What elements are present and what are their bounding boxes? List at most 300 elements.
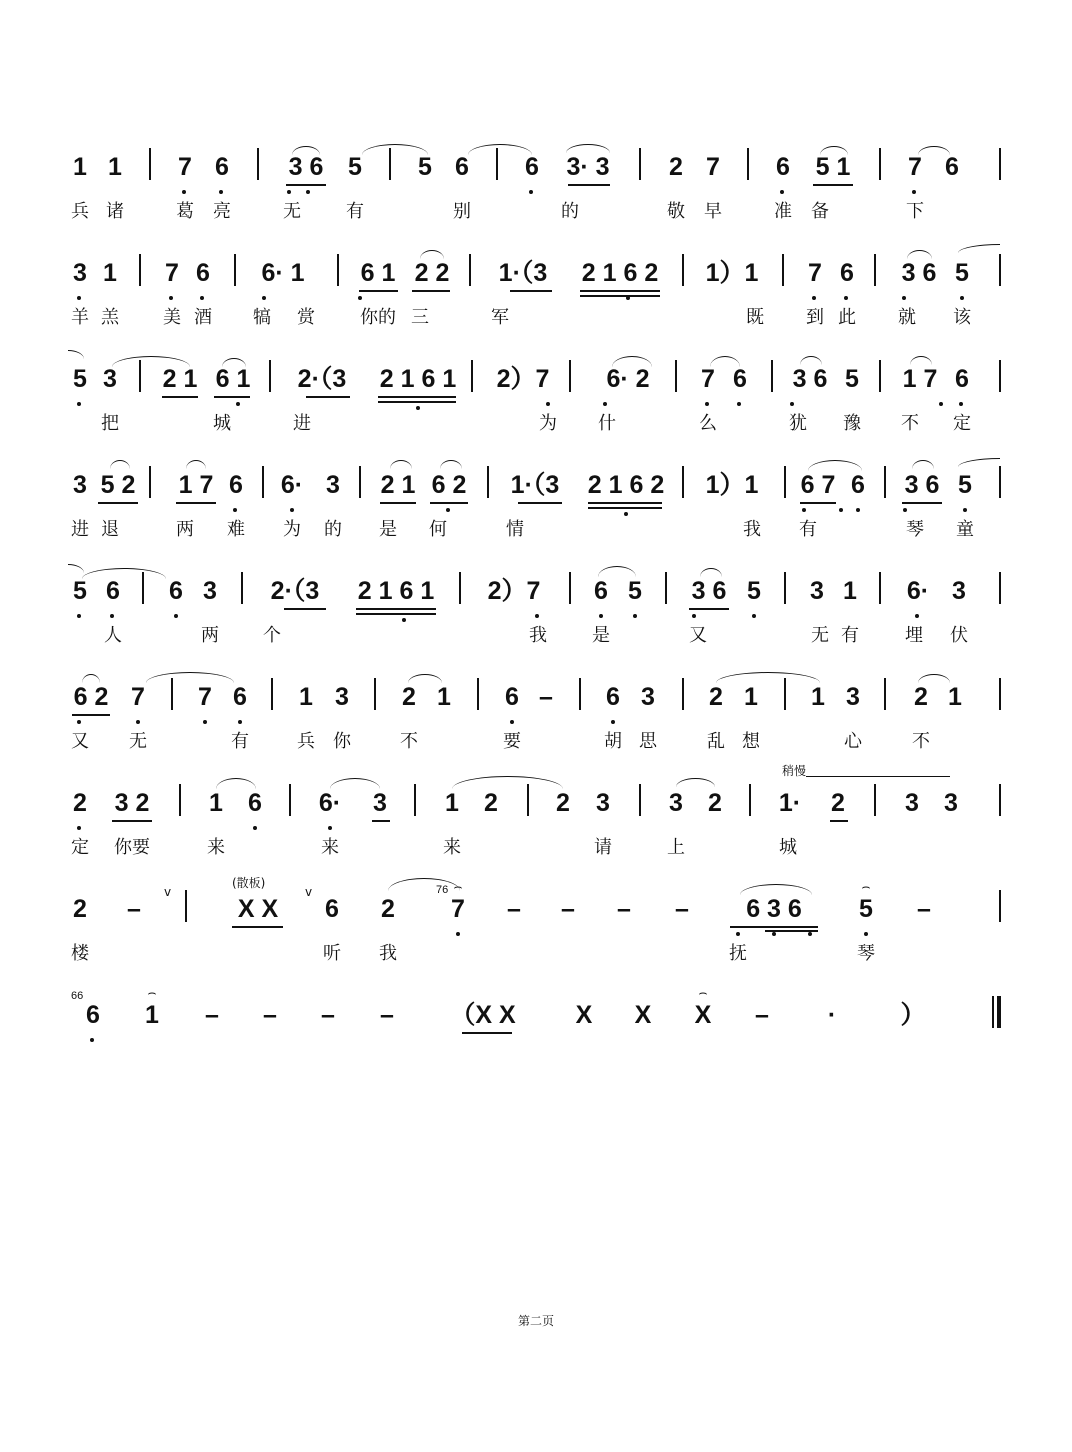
jianpu-note: 6	[455, 153, 469, 181]
jianpu-note: 1 7	[902, 365, 938, 393]
beam-underline	[518, 502, 562, 504]
octave-dot	[839, 508, 843, 512]
octave-dot	[287, 190, 291, 194]
lyric-syllable: 不	[912, 731, 930, 752]
octave-dot	[203, 720, 207, 724]
barline	[749, 784, 751, 816]
lyric-syllable: 赏	[297, 307, 315, 328]
score-system-2	[0, 258, 1072, 358]
jianpu-note: 2	[914, 683, 928, 711]
jianpu-note: 2	[484, 789, 498, 817]
jianpu-note: 3 6	[288, 153, 324, 181]
jianpu-note: 2	[73, 789, 87, 817]
lyric-syllable: 听	[323, 943, 341, 964]
beam-underline	[214, 396, 250, 398]
ritardando-line	[806, 776, 950, 777]
octave-dot	[960, 296, 964, 300]
octave-dot	[510, 720, 514, 724]
jianpu-note: 6	[215, 153, 229, 181]
jianpu-note: 3· 3	[566, 153, 610, 181]
jianpu-note: 2·（3	[270, 577, 320, 605]
beam-underline	[284, 608, 326, 610]
lyric-syllable: 有	[231, 731, 249, 752]
jianpu-note: 3 2	[114, 789, 150, 817]
barline	[579, 678, 581, 710]
lyric-syllable: 抚	[729, 943, 747, 964]
jianpu-note: 1	[744, 683, 758, 711]
barline	[639, 148, 641, 180]
lyric-syllable: 不	[400, 731, 418, 752]
lyric-syllable: 军	[491, 307, 509, 328]
jianpu-note: 3	[952, 577, 966, 605]
beam-underline	[356, 613, 436, 615]
octave-dot	[752, 614, 756, 618]
octave-dot	[77, 826, 81, 830]
jianpu-note: 5	[73, 365, 87, 393]
jianpu-note: 1·（3	[498, 259, 548, 287]
octave-dot	[902, 296, 906, 300]
jianpu-note: 2	[709, 683, 723, 711]
lyric-syllable: 想	[742, 731, 760, 752]
jianpu-note: –	[755, 1001, 769, 1029]
jianpu-note: 6 3 6	[746, 895, 802, 923]
lyric-syllable: 乱	[707, 731, 725, 752]
lyric-syllable: 进	[71, 519, 89, 540]
jianpu-note: –	[539, 683, 553, 711]
beam-underline	[286, 184, 326, 186]
jianpu-note: 2	[556, 789, 570, 817]
beam-underline	[730, 926, 818, 928]
jianpu-note: 6	[505, 683, 519, 711]
lyric-syllable: 来	[443, 837, 461, 858]
octave-dot	[535, 614, 539, 618]
octave-dot	[529, 190, 533, 194]
beam-underline	[800, 502, 836, 504]
lyric-syllable: 定	[953, 413, 971, 434]
beam-underline	[112, 820, 152, 822]
octave-dot	[633, 614, 637, 618]
jianpu-note: 2 1	[162, 365, 198, 393]
barline	[271, 678, 273, 710]
grace-notes-76: 76	[436, 884, 449, 896]
jianpu-note: 1	[437, 683, 451, 711]
jianpu-note: 6	[86, 1001, 100, 1029]
octave-dot	[169, 296, 173, 300]
barline	[337, 254, 339, 286]
lyric-syllable: 又	[689, 625, 707, 646]
barline	[477, 678, 479, 710]
jianpu-note: 7	[706, 153, 720, 181]
barline	[241, 572, 243, 604]
barline	[139, 254, 141, 286]
jianpu-note: 2	[831, 789, 845, 817]
lyric-syllable: 有	[346, 201, 364, 222]
score-system-9	[0, 1000, 1072, 1100]
lyric-syllable: 情	[506, 519, 524, 540]
jianpu-note: 3	[641, 683, 655, 711]
lyric-syllable: 思	[639, 731, 657, 752]
octave-dot	[912, 190, 916, 194]
jianpu-note: 5 1	[815, 153, 851, 181]
grace-notes-66: 66	[71, 990, 84, 1002]
jianpu-note: 3	[203, 577, 217, 605]
jianpu-note: 6	[840, 259, 854, 287]
lyric-syllable: 上	[667, 837, 685, 858]
jianpu-note: –	[263, 1001, 277, 1029]
lyric-syllable: 有	[841, 625, 859, 646]
jianpu-note: 7	[908, 153, 922, 181]
octave-dot	[939, 402, 943, 406]
barline	[999, 678, 1001, 710]
octave-dot	[603, 402, 607, 406]
jianpu-note: 6	[233, 683, 247, 711]
jianpu-note: 1	[108, 153, 122, 181]
octave-dot	[77, 402, 81, 406]
slur-arc	[918, 146, 950, 155]
jianpu-note: –	[507, 895, 521, 923]
lyric-syllable: 有	[799, 519, 817, 540]
score-system-3	[0, 364, 1072, 464]
barline	[569, 360, 571, 392]
jianpu-note: 6 2	[73, 683, 109, 711]
jianpu-note: 1	[145, 1001, 159, 1029]
jianpu-note: X	[694, 1001, 712, 1029]
jianpu-note: 3 6	[792, 365, 828, 393]
jianpu-note: 7	[178, 153, 192, 181]
lyric-syllable: 城	[213, 413, 231, 434]
jianpu-note: 3	[103, 365, 117, 393]
jianpu-note: 3	[73, 471, 87, 499]
barline	[782, 254, 784, 286]
lyric-syllable: 你的	[360, 307, 396, 328]
jianpu-note: 7	[451, 895, 465, 923]
jianpu-note: 2）7	[487, 577, 541, 605]
octave-dot	[77, 296, 81, 300]
barline	[879, 148, 881, 180]
octave-dot	[780, 190, 784, 194]
jianpu-note: 6	[325, 895, 339, 923]
final-barline-thick	[997, 996, 1001, 1028]
jianpu-note: –	[321, 1001, 335, 1029]
barline	[999, 148, 1001, 180]
lyric-syllable: 的	[561, 201, 579, 222]
beam-underline	[689, 608, 729, 610]
octave-dot	[446, 508, 450, 512]
barline	[149, 466, 151, 498]
octave-dot	[963, 508, 967, 512]
tempo-sanban: (散板)	[232, 876, 266, 890]
beam-underline	[412, 290, 450, 292]
beam-underline	[378, 401, 456, 403]
jianpu-note: 5	[955, 259, 969, 287]
barline	[784, 572, 786, 604]
lyric-syllable: 美	[163, 307, 181, 328]
barline	[471, 360, 473, 392]
jianpu-note: X	[634, 1001, 652, 1029]
lyric-syllable: 下	[906, 201, 924, 222]
barline	[682, 254, 684, 286]
barline	[414, 784, 416, 816]
jianpu-note: 6	[606, 683, 620, 711]
beam-underline	[813, 184, 853, 186]
beam-underline	[580, 290, 660, 292]
barline	[874, 784, 876, 816]
octave-dot	[253, 826, 257, 830]
jianpu-note: 5	[859, 895, 873, 923]
octave-dot	[290, 508, 294, 512]
lyric-syllable: 两	[201, 625, 219, 646]
jianpu-note: –	[127, 895, 141, 923]
barline	[459, 572, 461, 604]
jianpu-note: 1 7	[178, 471, 214, 499]
jianpu-note: 2 1 6 1	[379, 365, 457, 393]
jianpu-note: 2 2	[414, 259, 450, 287]
jianpu-note: 1	[811, 683, 825, 711]
octave-dot	[306, 190, 310, 194]
lyric-syllable: 琴	[857, 943, 875, 964]
beam-underline	[232, 926, 283, 928]
jianpu-note: 1	[209, 789, 223, 817]
jianpu-note: –	[205, 1001, 219, 1029]
jianpu-note: 5	[348, 153, 362, 181]
barline	[999, 360, 1001, 392]
lyric-syllable: 亮	[213, 201, 231, 222]
barline	[179, 784, 181, 816]
jianpu-note: 1	[73, 153, 87, 181]
slur-arc	[566, 144, 610, 153]
fermata-icon: ⌢	[698, 985, 708, 1001]
lyric-syllable: 兵	[297, 731, 315, 752]
octave-dot	[456, 932, 460, 936]
octave-dot	[110, 614, 114, 618]
octave-dot	[736, 932, 740, 936]
lyric-syllable: 退	[101, 519, 119, 540]
jianpu-note: 5 2	[100, 471, 136, 499]
octave-dot	[219, 190, 223, 194]
jianpu-note: 6	[733, 365, 747, 393]
jianpu-note: –	[380, 1001, 394, 1029]
octave-dot	[812, 296, 816, 300]
jianpu-note: 1）1	[705, 471, 759, 499]
lyric-syllable: 埋	[905, 625, 923, 646]
jianpu-note: 2	[73, 895, 87, 923]
jianpu-note: 7	[701, 365, 715, 393]
jianpu-note: 2 1	[380, 471, 416, 499]
slur-arc	[222, 358, 246, 367]
barline	[999, 572, 1001, 604]
jianpu-note: 3	[905, 789, 919, 817]
lyric-syllable: 既	[746, 307, 764, 328]
jianpu-note: 2 1 6 2	[581, 259, 659, 287]
beam-underline	[568, 184, 610, 186]
barline	[675, 360, 677, 392]
barline	[784, 466, 786, 498]
barline	[262, 466, 264, 498]
jianpu-note: 2 1 6 2	[587, 471, 665, 499]
barline	[874, 254, 876, 286]
jianpu-note: 1	[843, 577, 857, 605]
slur-arc	[820, 146, 848, 155]
lyric-syllable: 准	[774, 201, 792, 222]
score-system-5	[0, 576, 1072, 676]
lyric-syllable: 别	[453, 201, 471, 222]
jianpu-note: 6·	[280, 471, 304, 499]
lyric-syllable: 人	[104, 625, 122, 646]
octave-dot	[599, 614, 603, 618]
breath-mark-icon: v	[305, 885, 313, 899]
octave-dot	[626, 296, 630, 300]
octave-dot	[856, 508, 860, 512]
octave-dot	[358, 296, 362, 300]
octave-dot	[77, 720, 81, 724]
jianpu-note: 3	[810, 577, 824, 605]
slur-arc	[292, 146, 320, 155]
jianpu-note: 5	[73, 577, 87, 605]
jianpu-note: 7	[198, 683, 212, 711]
lyric-syllable: 我	[379, 943, 397, 964]
jianpu-note: 3	[846, 683, 860, 711]
lyric-syllable: 个	[263, 625, 281, 646]
lyric-syllable: 无	[811, 625, 829, 646]
lyric-syllable: 是	[592, 625, 610, 646]
lyric-syllable: 何	[429, 519, 447, 540]
octave-dot	[959, 402, 963, 406]
jianpu-note: X	[575, 1001, 593, 1029]
lyric-syllable: 要	[503, 731, 521, 752]
barline	[234, 254, 236, 286]
lyric-syllable: 么	[699, 413, 717, 434]
fermata-icon: ⌢	[861, 879, 871, 895]
jianpu-note: 1	[103, 259, 117, 287]
octave-dot	[262, 296, 266, 300]
jianpu-note: 2 1 6 1	[357, 577, 435, 605]
slur-arc	[468, 144, 532, 155]
octave-dot	[236, 402, 240, 406]
jianpu-note: 2·（3	[297, 365, 347, 393]
lyric-syllable: 童	[956, 519, 974, 540]
lyric-syllable: 心	[844, 731, 862, 752]
slur-arc	[362, 144, 428, 155]
lyric-syllable: 你	[333, 731, 351, 752]
jianpu-note: 3	[944, 789, 958, 817]
octave-dot	[90, 1038, 94, 1042]
lyric-syllable: 城	[779, 837, 797, 858]
beam-underline	[162, 396, 198, 398]
beam-underline	[588, 507, 662, 509]
octave-dot	[864, 932, 868, 936]
jianpu-note: 1	[948, 683, 962, 711]
octave-dot	[238, 720, 242, 724]
barline	[999, 254, 1001, 286]
lyric-syllable: 我	[529, 625, 547, 646]
barline	[639, 784, 641, 816]
beam-underline	[372, 820, 390, 822]
jianpu-note: 6· 1	[261, 259, 305, 287]
octave-dot	[844, 296, 848, 300]
barline	[879, 360, 881, 392]
beam-underline	[510, 290, 552, 292]
barline	[682, 466, 684, 498]
beam-underline	[580, 295, 660, 297]
jianpu-note: 1·	[778, 789, 802, 817]
jianpu-note: 6	[525, 153, 539, 181]
barline	[665, 572, 667, 604]
lyric-syllable: 此	[838, 307, 856, 328]
jianpu-note: 6	[945, 153, 959, 181]
jianpu-note: 1·（3	[510, 471, 560, 499]
lyric-syllable: 定	[71, 837, 89, 858]
barline	[569, 572, 571, 604]
lyric-syllable: 我	[743, 519, 761, 540]
octave-dot	[402, 618, 406, 622]
lyric-syllable: 敬	[667, 201, 685, 222]
jianpu-note: 3	[73, 259, 87, 287]
lyric-syllable: 楼	[71, 943, 89, 964]
barline	[149, 148, 151, 180]
jianpu-note: 2	[381, 895, 395, 923]
lyric-syllable: 羊	[71, 307, 89, 328]
jianpu-note: –	[917, 895, 931, 923]
octave-dot	[808, 932, 812, 936]
lyric-syllable: 胡	[604, 731, 622, 752]
octave-dot	[200, 296, 204, 300]
barline	[999, 890, 1001, 922]
jianpu-note: 3 6	[904, 471, 940, 499]
lyric-syllable: 什	[598, 413, 616, 434]
lyric-syllable: 犒	[253, 307, 271, 328]
beam-underline	[98, 502, 138, 504]
lyric-syllable: 到	[806, 307, 824, 328]
lyric-syllable: 兵	[71, 201, 89, 222]
page-number: 第二页	[517, 1314, 554, 1328]
jianpu-note: 3	[335, 683, 349, 711]
jianpu-note: 5	[418, 153, 432, 181]
score-system-4	[0, 470, 1072, 570]
barline	[269, 360, 271, 392]
lyric-syllable: 把	[101, 413, 119, 434]
jianpu-note: 6	[776, 153, 790, 181]
octave-dot	[737, 402, 741, 406]
jianpu-note: 7	[165, 259, 179, 287]
jianpu-note: 5	[958, 471, 972, 499]
jianpu-note: ）	[900, 1001, 926, 1029]
lyric-syllable: 是	[379, 519, 397, 540]
jianpu-note: ·	[827, 1001, 837, 1029]
barline	[879, 572, 881, 604]
octave-dot	[802, 508, 806, 512]
lyric-syllable: 伏	[950, 625, 968, 646]
jianpu-note: –	[675, 895, 689, 923]
lyric-syllable: 难	[227, 519, 245, 540]
beam-underline	[359, 290, 398, 292]
jianpu-note: 2	[669, 153, 683, 181]
lyric-syllable: 来	[321, 837, 339, 858]
lyric-syllable: 又	[71, 731, 89, 752]
octave-dot	[546, 402, 550, 406]
lyric-syllable: 来	[207, 837, 225, 858]
jianpu-note: （X X	[450, 1001, 516, 1029]
jianpu-note: 6·	[318, 789, 342, 817]
lyric-syllable: 无	[129, 731, 147, 752]
beam-underline	[588, 502, 662, 504]
score-system-7	[0, 788, 1072, 888]
jianpu-note: 5	[747, 577, 761, 605]
octave-dot	[233, 508, 237, 512]
jianpu-note: 2	[708, 789, 722, 817]
jianpu-note: 6	[229, 471, 243, 499]
jianpu-note: 3 6	[901, 259, 937, 287]
jianpu-note: 6	[106, 577, 120, 605]
